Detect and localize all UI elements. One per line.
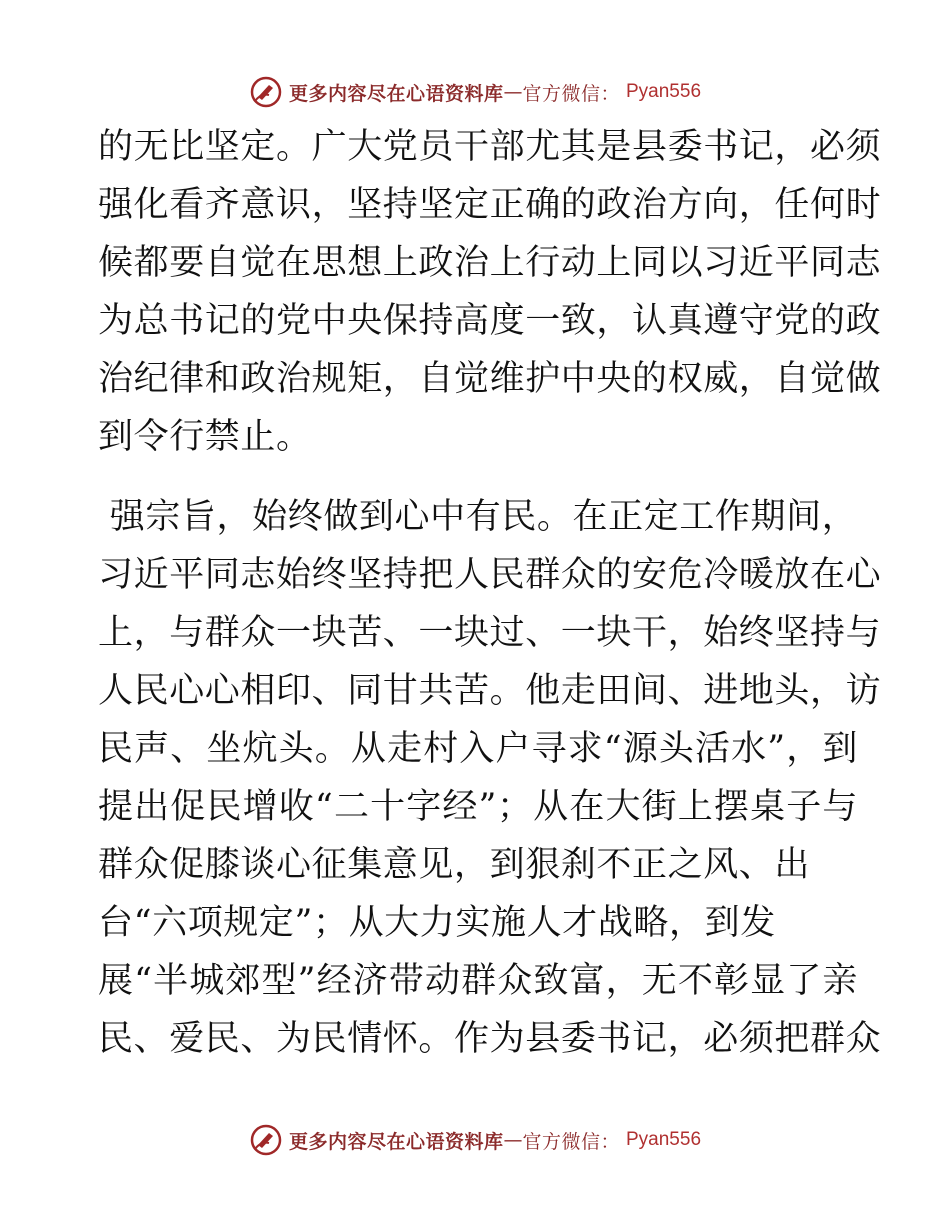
text-line: 到令行禁止。 [98, 417, 312, 457]
header-wechat-id: Pyan556 [626, 81, 702, 102]
text-line: 为总书记的党中央保持高度一致，认真遵守党的政 [98, 301, 882, 341]
paragraph-1 [98, 118, 882, 466]
text-line: 台“六项规定”；从大力实施人才战略，到发 [98, 903, 776, 943]
footer-site-text: 更多内容尽在心语资料库 [288, 1130, 504, 1153]
text-line: 提出促民增收“二十字经”；从在大街上摆桌子与 [98, 787, 858, 827]
header-banner [0, 72, 950, 112]
brand-logo-icon [249, 1123, 283, 1157]
text-line: 人民心心相印、同甘共苦。他走田间、进地头，访 [98, 671, 882, 711]
text-line: 强化看齐意识，坚持坚定正确的政治方向，任何时 [98, 185, 882, 225]
paragraph-2 [98, 488, 882, 1068]
text-line: 的无比坚定。广大党员干部尤其是县委书记，必须 [98, 127, 882, 167]
header-site-text: 更多内容尽在心语资料库 [288, 82, 504, 105]
header-wechat-label: 官方微信： [522, 82, 620, 105]
header-separator: — [503, 81, 523, 103]
text-line: 上，与群众一块苦、一块过、一块干，始终坚持与 [98, 613, 882, 653]
text-line: 民、爱民、为民情怀。作为县委书记，必须把群众 [98, 1019, 882, 1059]
text-line: 候都要自觉在思想上政治上行动上同以习近平同志 [98, 243, 882, 283]
text-line: 民声、坐炕头。从走村入户寻求“源头活水”，到 [98, 729, 858, 769]
footer-separator: — [503, 1129, 523, 1151]
text-line: 习近平同志始终坚持把人民群众的安危冷暖放在心 [98, 555, 882, 595]
footer-wechat-id: Pyan556 [626, 1129, 702, 1150]
footer-banner [0, 1120, 950, 1160]
brand-logo-icon [249, 75, 283, 109]
text-line: 群众促膝谈心征集意见，到狠刹不正之风、出 [98, 845, 811, 885]
text-line: 展“半城郊型”经济带动群众致富，无不彰显了亲 [98, 961, 858, 1001]
text-line: 强宗旨，始终做到心中有民。在正定工作期间， [98, 497, 858, 537]
footer-wechat-label: 官方微信： [522, 1130, 620, 1153]
text-line: 治纪律和政治规矩，自觉维护中央的权威，自觉做 [98, 359, 882, 399]
document-body [98, 118, 882, 1068]
